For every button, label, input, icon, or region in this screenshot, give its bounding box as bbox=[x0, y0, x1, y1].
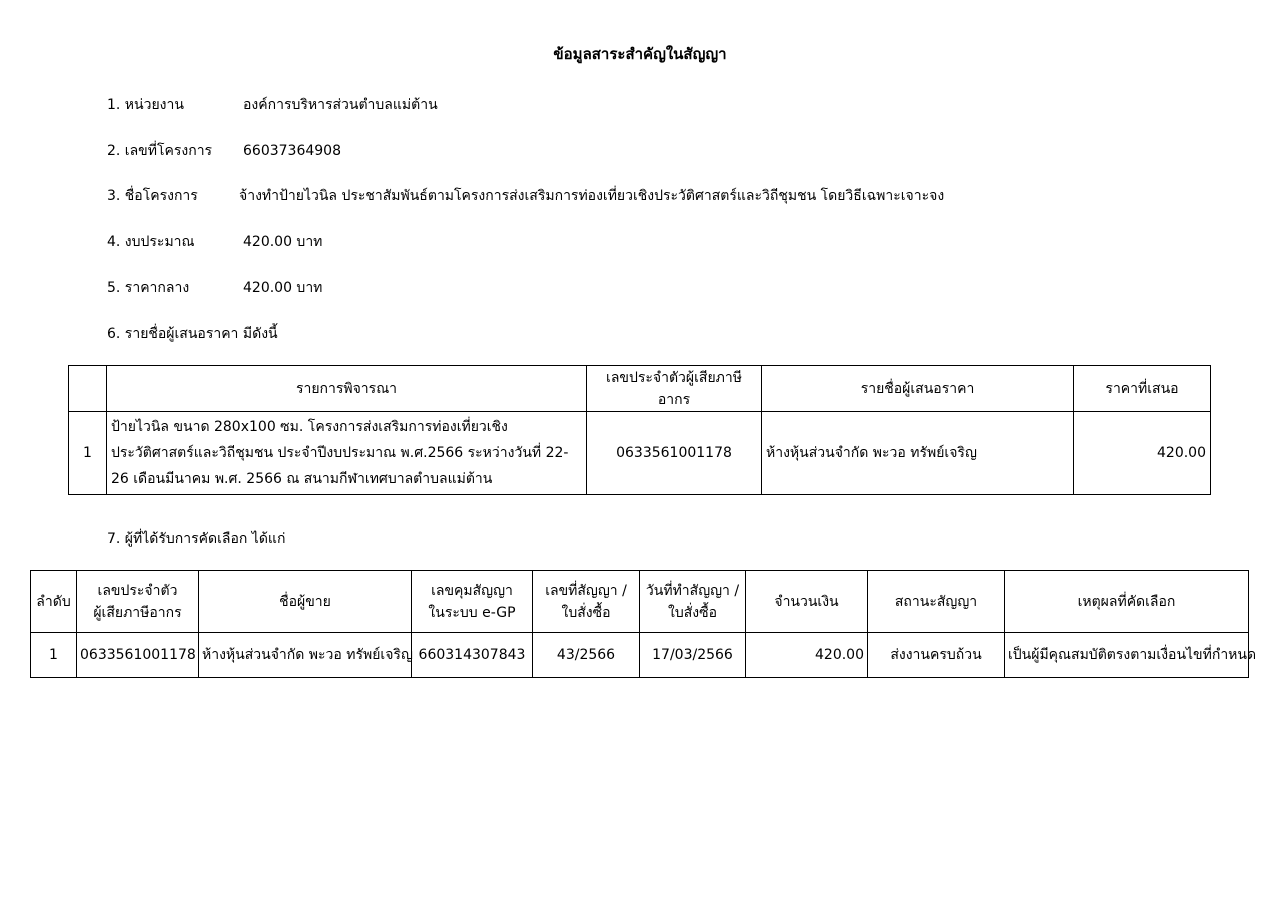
awardees-cell-amount: 420.00 bbox=[746, 633, 868, 678]
bidders-cell-bidder: ห้างหุ้นส่วนจำกัด พะวอ ทรัพย์เจริญ bbox=[762, 412, 1074, 495]
info-project-name-label: 3. ชื่อโครงการ bbox=[107, 188, 198, 204]
document-title: ข้อมูลสาระสำคัญในสัญญา bbox=[553, 45, 727, 63]
bidders-header-row bbox=[69, 366, 1211, 412]
section6-heading: 6. รายชื่อผู้เสนอราคา มีดังนี้ bbox=[107, 326, 278, 342]
awardees-header-seller: ชื่อผู้ขาย bbox=[199, 571, 412, 633]
awardees-cell-reason: เป็นผู้มีคุณสมบัติตรงตามเงื่อนไขที่กำหนด bbox=[1005, 633, 1249, 678]
info-agency-value: องค์การบริหารส่วนตำบลแม่ต้าน bbox=[243, 97, 438, 113]
info-median-price-value: 420.00 บาท bbox=[243, 280, 323, 296]
bidders-header-item: รายการพิจารณา bbox=[107, 366, 587, 412]
section7-heading: 7. ผู้ที่ได้รับการคัดเลือก ได้แก่ bbox=[107, 531, 286, 547]
awardees-header-contract-no-line1: เลขที่สัญญา / bbox=[545, 582, 627, 599]
bidders-header-bidder: รายชื่อผู้เสนอราคา bbox=[762, 366, 1074, 412]
awardees-header-tax-id-line2: ผู้เสียภาษีอากร bbox=[93, 604, 182, 621]
awardees-cell-contract-no: 43/2566 bbox=[533, 633, 640, 678]
awardees-header-seq: ลำดับ bbox=[31, 571, 77, 633]
awardees-header-contract-date-line2: ใบสั่งซื้อ bbox=[667, 604, 717, 621]
bidders-header-tax-id: เลขประจำตัวผู้เสียภาษีอากร bbox=[587, 366, 762, 412]
awardees-header-control-no-line1: เลขคุมสัญญา bbox=[431, 582, 513, 599]
awardees-header-contract-no-line2: ใบสั่งซื้อ bbox=[561, 604, 611, 621]
awardees-table bbox=[30, 570, 1257, 678]
table-row bbox=[69, 412, 1211, 495]
awardees-header-contract-date bbox=[640, 571, 746, 633]
info-budget-label: 4. งบประมาณ bbox=[107, 234, 195, 250]
awardees-cell-control-no: 660314307843 bbox=[412, 633, 533, 678]
bidders-table bbox=[68, 365, 1211, 495]
bidders-cell-item: ป้ายไวนิล ขนาด 280x100 ซม. โครงการส่งเสริมการท่องเที่ยวเชิงประวัติศาสตร์และวิถีชุมชน ประจำปีงบประมาณ พ.ศ.2566 ระหว่างวันที่ 22-26 เดือนมีนาคม พ.ศ. 2566 ณ สนามกีฬาเทศบาลตำบลแม่ต้าน bbox=[107, 412, 587, 495]
bidders-cell-tax-id: 0633561001178 bbox=[587, 412, 762, 495]
awardees-header-tax-id-line1: เลขประจำตัว bbox=[97, 582, 178, 599]
info-median-price-label: 5. ราคากลาง bbox=[107, 280, 190, 296]
table-row bbox=[31, 633, 1249, 678]
info-project-number-value: 66037364908 bbox=[243, 143, 341, 159]
info-agency-label: 1. หน่วยงาน bbox=[107, 97, 184, 113]
info-project-number-label: 2. เลขที่โครงการ bbox=[107, 143, 213, 159]
awardees-cell-contract-date: 17/03/2566 bbox=[640, 633, 746, 678]
bidders-cell-no: 1 bbox=[69, 412, 107, 495]
info-project-name-value: จ้างทำป้ายไวนิล ประชาสัมพันธ์ตามโครงการส่งเสริมการท่องเที่ยวเชิงประวัติศาสตร์และวิถีชุมชน โดยวิธีเฉพาะเจาะจง bbox=[239, 188, 945, 204]
info-budget-value: 420.00 บาท bbox=[243, 234, 323, 250]
bidders-header-no bbox=[69, 366, 107, 412]
awardees-header-row bbox=[31, 571, 1249, 633]
awardees-header-amount: จำนวนเงิน bbox=[746, 571, 868, 633]
awardees-cell-status: ส่งงานครบถ้วน bbox=[868, 633, 1005, 678]
awardees-header-status: สถานะสัญญา bbox=[868, 571, 1005, 633]
bidders-header-price: ราคาที่เสนอ bbox=[1074, 366, 1211, 412]
awardees-header-tax-id bbox=[77, 571, 199, 633]
awardees-header-contract-no bbox=[533, 571, 640, 633]
awardees-header-control-no bbox=[412, 571, 533, 633]
bidders-cell-price: 420.00 bbox=[1074, 412, 1211, 495]
awardees-cell-seq: 1 bbox=[31, 633, 77, 678]
awardees-cell-seller: ห้างหุ้นส่วนจำกัด พะวอ ทรัพย์เจริญ bbox=[199, 633, 412, 678]
awardees-header-contract-date-line1: วันที่ทำสัญญา / bbox=[645, 582, 740, 599]
awardees-header-control-no-line2: ในระบบ e-GP bbox=[428, 604, 516, 621]
awardees-cell-tax-id: 0633561001178 bbox=[77, 633, 199, 678]
awardees-header-reason: เหตุผลที่คัดเลือก bbox=[1005, 571, 1249, 633]
